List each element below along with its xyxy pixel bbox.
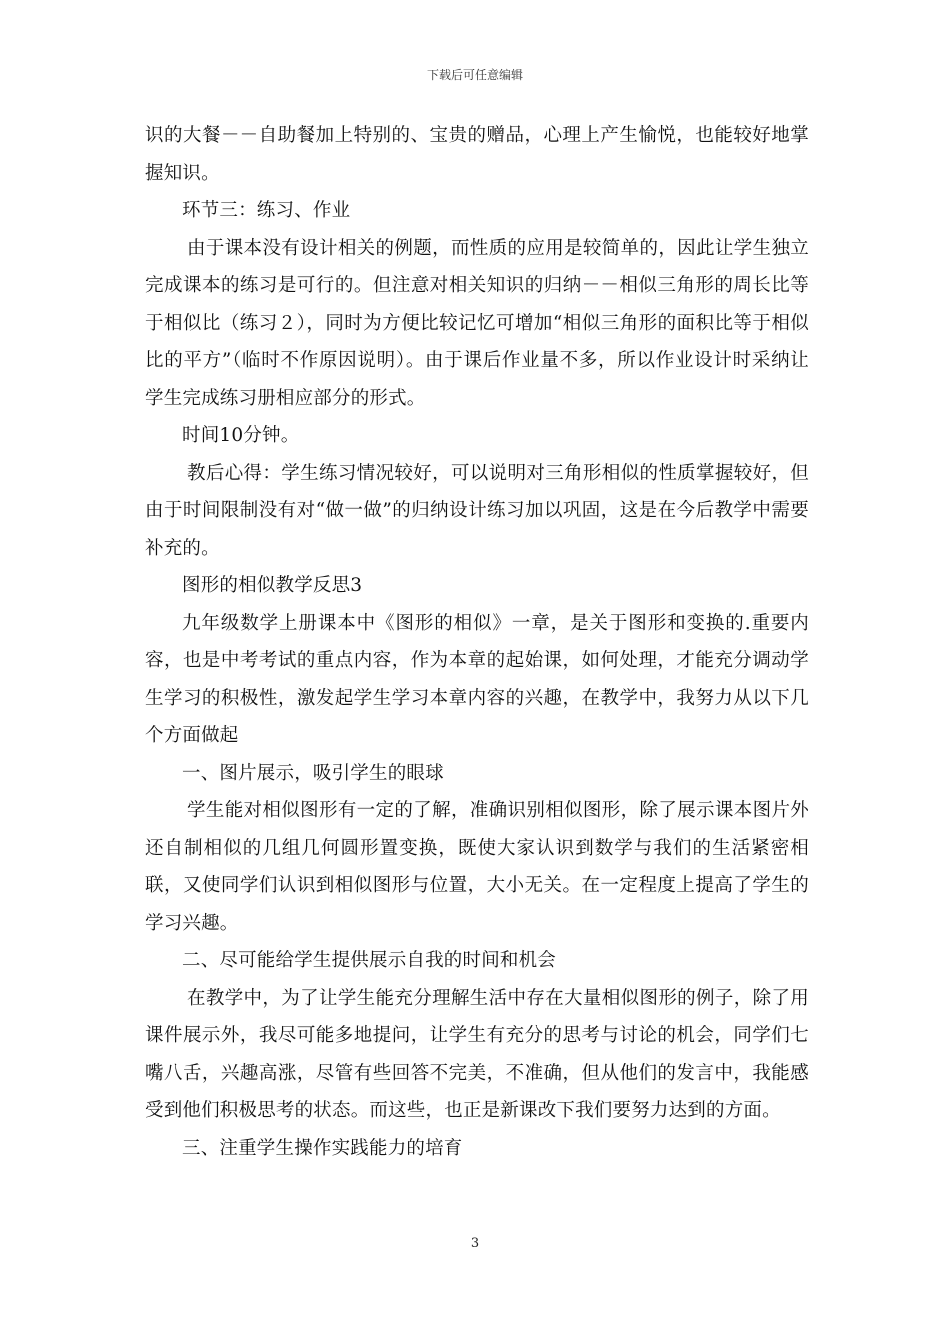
paragraph-reflection: 教后心得：学生练习情况较好，可以说明对三角形相似的性质掌握较好，但由于时间限制没有对“做一做”的归纳设计练习加以巩固，这是在今后教学中需要补充的。 [145, 462, 809, 559]
heading-point-one: 一、图片展示，吸引学生的眼球 [182, 762, 444, 784]
heading-point-two: 二、尽可能给学生提供展示自我的时间和机会 [182, 950, 557, 971]
paragraph-intro: 九年级数学上册课本中《图形的相似》一章，是关于图形和变换的.重要内容，也是中考考试的重点内容，作为本章的起始课，如何处理，才能充分调动学生学习的积极性，激发起学生学习本章内容的兴趣，在教学中，我努力从以下几个方面做起 [145, 612, 809, 746]
heading-point-three: 三、注重学生操作实践能力的培育 [182, 1137, 463, 1159]
paragraph-point-one: 学生能对相似图形有一定的了解，准确识别相似图形，除了展示课本图片外还自制相似的几组几何圆形置变换，既使大家认识到数学与我们的生活紧密相联，又使同学们认识到相似图形与位置，大小无关。在一定程度上提高了学生的学习兴趣。 [145, 800, 809, 934]
paragraph-time: 时间10分钟。 [182, 425, 300, 446]
paragraph-continuation: 识的大餐－－自助餐加上特别的、宝贵的赠品，心理上产生愉悦，也能较好地掌握知识。 [145, 125, 809, 184]
paragraph-point-two: 在教学中，为了让学生能充分理解生活中存在大量相似图形的例子，除了用课件展示外，我尽可能多地提问，让学生有充分的思考与讨论的机会，同学们七嘴八舌，兴趣高涨，尽管有些回答不完美，不准确，但从他们的发言中，我能感受到他们积极思考的状态。而这些，也正是新课改下我们要努力达到的方面。 [145, 987, 809, 1121]
page-number: 3 [470, 1236, 480, 1251]
section-title-reflection-3: 图形的相似教学反思3 [182, 575, 363, 596]
section-heading-step-three: 环节三：练习、作业 [182, 200, 351, 221]
paragraph-exercises: 由于课本没有设计相关的例题，而性质的应用是较简单的，因此让学生独立完成课本的练习是可行的。但注意对相关知识的归纳－－相似三角形的周长比等于相似比（练习２），同时为方便比较记忆可增加“相似三角形的面积比等于相似比的平方”（临时不作原因说明）。由于课后作业量不多，所以作业设计时采纳让学生完成练习册相应部分的形式。 [145, 237, 809, 409]
page-header: 下载后可任意编辑 [426, 68, 523, 82]
document-body [145, 117, 809, 1167]
